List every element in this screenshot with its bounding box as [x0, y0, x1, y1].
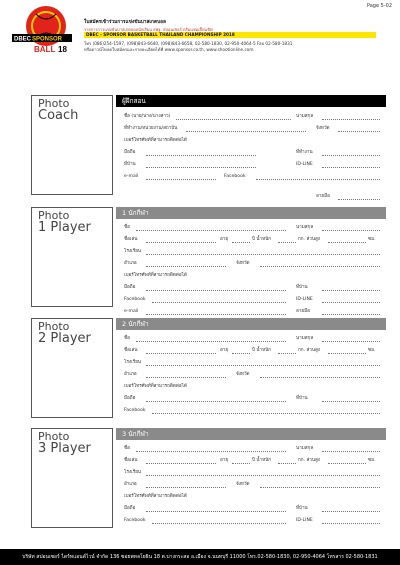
field-label: ลายมือ [316, 194, 330, 199]
svg-text:DBEC: DBEC [14, 36, 32, 43]
name-field[interactable] [136, 335, 286, 342]
field-label: Facebook [124, 297, 146, 302]
id-line-field[interactable] [322, 296, 380, 303]
player2-section [116, 318, 386, 418]
email-field[interactable] [146, 173, 216, 180]
surname-field[interactable] [322, 224, 380, 231]
player3-section [116, 428, 386, 533]
field-label: e-mail [124, 309, 139, 314]
photo-label: Photo [38, 97, 70, 110]
field-label: อำเภอ [124, 482, 137, 487]
photo-role-label: Coach [38, 108, 79, 123]
field-label: ชื่อ (นาย/นาง/นางสาว) [124, 114, 171, 119]
field-label: ปี น้ำหนัก [252, 348, 272, 353]
field-label: ชื่อ [124, 225, 130, 230]
home-phone-field[interactable] [322, 284, 380, 291]
facebook-field[interactable] [152, 296, 286, 303]
field-label: ชื่อเล่น [124, 348, 138, 353]
height-field[interactable] [328, 457, 366, 464]
photo-label: Photo [38, 320, 70, 333]
id-line-field[interactable] [322, 517, 380, 524]
mobile-field[interactable] [146, 284, 286, 291]
field-label: อายุ [220, 237, 229, 242]
field-label: กก. ส่วนสูง [298, 237, 321, 242]
player3-photo-box[interactable] [31, 428, 113, 528]
form-title: ใบสมัครเข้าร่วมการแข่งขันบาสเกตบอล [84, 20, 166, 25]
field-label: เบอร์โทรศัพท์ที่สามารถติดต่อได้ [124, 138, 187, 143]
field-label: ชื่อ [124, 446, 130, 451]
field-label: ที่บ้าน [296, 285, 308, 290]
facebook-field[interactable] [152, 517, 286, 524]
championship-banner: DBEC - SPONSOR BASKETBALL THAILAND CHAMPIONSHIP 2018 [84, 32, 376, 38]
field-label: โรงเรียน [124, 249, 142, 254]
weight-field[interactable] [278, 457, 296, 464]
workplace-field[interactable] [186, 125, 306, 132]
age-field[interactable] [232, 236, 250, 243]
field-label: กก. ส่วนสูง [298, 458, 321, 463]
home-phone-field[interactable] [322, 505, 380, 512]
svg-text:18: 18 [58, 45, 67, 54]
field-label: อำเภอ [124, 261, 137, 266]
page-number: Page 5-02 [366, 3, 392, 9]
section-heading: 1 นักกีฬา [116, 207, 386, 219]
section-heading: 2 นักกีฬา [116, 318, 386, 330]
field-label: นามสกุล [296, 336, 314, 341]
footer-address: บริษัท สปอนเซอร์ ไดร์ทแอนด์ไวน์ จำกัด 136 ซอยพหลโยธิน 18 ต.บางกระสอ อ.เมือง จ.นนทบุรี 11000 โทร.02-580-1830, 02-950-4064 โทรสาร 02-580-1831 [0, 549, 400, 565]
field-label: มือถือ [124, 396, 136, 401]
nickname-field[interactable] [146, 457, 216, 464]
player2-photo-box[interactable] [31, 318, 113, 418]
field-label: ปี น้ำหนัก [252, 237, 272, 242]
email-field[interactable] [146, 308, 286, 315]
surname-field[interactable] [322, 335, 380, 342]
name-field[interactable] [136, 445, 286, 452]
field-label: มือถือ [124, 150, 136, 155]
field-label: มือถือ [124, 285, 136, 290]
phone-line: โทร (086)254-1597, (098)843-6640, (098)843-6658, 02-580-1830, 02-950-4064-5 Fax 02-580-1831 [84, 41, 293, 46]
province-field[interactable] [260, 481, 380, 488]
dbec-sponsor-logo [10, 4, 76, 58]
field-label: ซม. [368, 458, 376, 463]
field-label: กก. ส่วนสูง [298, 348, 321, 353]
height-field[interactable] [328, 236, 366, 243]
field-label: ซม. [368, 348, 376, 353]
height-field[interactable] [328, 347, 366, 354]
facebook-field[interactable] [256, 173, 380, 180]
surname-field[interactable] [322, 113, 380, 120]
field-label: ชื่อเล่น [124, 237, 138, 242]
field-label: ที่บ้าน [296, 396, 308, 401]
signature-field[interactable] [322, 308, 380, 315]
field-label: นามสกุล [296, 114, 314, 119]
province-field[interactable] [260, 260, 380, 267]
field-label: ลายมือ [296, 309, 310, 314]
province-field[interactable] [338, 125, 380, 132]
home-phone-field[interactable] [146, 161, 256, 168]
mobile-field[interactable] [146, 395, 286, 402]
district-field[interactable] [146, 481, 226, 488]
field-label: อายุ [220, 348, 229, 353]
form-subtitle: รายการการแข่งขันบาสเกตบอลนักเรียน สพฐ. สปอนเซอร์ ดรีมแชมเปี้ยนชิพ [84, 27, 213, 32]
work-phone-field[interactable] [322, 149, 380, 156]
player1-section [116, 207, 386, 319]
field-label: ที่ทำงาน [296, 150, 313, 155]
field-label: โรงเรียน [124, 360, 142, 365]
nickname-field[interactable] [146, 347, 216, 354]
id-line-field[interactable] [322, 161, 380, 168]
field-label: อำเภอ [124, 372, 137, 377]
field-label: e-mail [124, 174, 139, 179]
field-label: เบอร์โทรศัพท์ที่สามารถติดต่อได้ [124, 384, 187, 389]
field-label: Facebook [124, 518, 146, 523]
field-label: จังหวัด [236, 482, 250, 487]
field-label: ซม. [368, 237, 376, 242]
facebook-field[interactable] [152, 407, 380, 414]
coach-section [116, 95, 386, 205]
field-label: Facebook [124, 408, 146, 413]
field-label: อายุ [220, 458, 229, 463]
field-label: มือถือ [124, 506, 136, 511]
district-field[interactable] [146, 371, 226, 378]
field-label: เบอร์โทรศัพท์ที่สามารถติดต่อได้ [124, 494, 187, 499]
photo-label: Photo [38, 430, 70, 443]
mobile-field[interactable] [146, 505, 286, 512]
photo-role-label: 2 Player [38, 331, 91, 346]
field-label: จังหวัด [236, 261, 250, 266]
field-label: จังหวัด [316, 126, 330, 131]
field-label: นามสกุล [296, 225, 314, 230]
photo-role-label: 1 Player [38, 220, 91, 235]
svg-text:SPONSOR: SPONSOR [32, 36, 63, 43]
field-label: ที่บ้าน [124, 162, 136, 167]
field-label: ที่ทำงาน/หน่วยงาน/สถาบัน [124, 126, 178, 131]
photo-label: Photo [38, 209, 70, 222]
field-label: เบอร์โทรศัพท์ที่สามารถติดต่อได้ [124, 273, 187, 278]
name-field[interactable] [176, 113, 291, 120]
svg-text:BALL: BALL [34, 45, 56, 54]
field-label: จังหวัด [236, 372, 250, 377]
player1-photo-box[interactable] [31, 207, 113, 307]
contact-info [84, 41, 384, 52]
province-field[interactable] [260, 371, 380, 378]
weight-field[interactable] [278, 347, 296, 354]
field-label: ปี น้ำหนัก [252, 458, 272, 463]
mobile-field[interactable] [146, 149, 256, 156]
signature-field[interactable] [338, 193, 380, 200]
field-label: ชื่อเล่น [124, 458, 138, 463]
coach-photo-box[interactable] [31, 95, 113, 195]
school-field[interactable] [146, 248, 380, 255]
home-phone-field[interactable] [322, 395, 380, 402]
nickname-field[interactable] [146, 236, 216, 243]
field-label: ID-LINE [296, 297, 313, 302]
name-field[interactable] [136, 224, 286, 231]
field-label: นามสกุล [296, 446, 314, 451]
field-label: Facebook [224, 174, 246, 179]
age-field[interactable] [232, 457, 250, 464]
photo-role-label: 3 Player [38, 441, 91, 456]
district-field[interactable] [146, 260, 226, 267]
field-label: ID-LINE [296, 162, 313, 167]
section-heading: ผู้ฝึกสอน [116, 95, 386, 107]
website-line: หรือดาวน์โหลดใบสมัครและรายละเอียดได้ที่ www.sponsor.co.th, www.shootionline.com [84, 46, 254, 52]
section-heading: 3 นักกีฬา [116, 428, 386, 440]
field-label: ID-LINE [296, 518, 313, 523]
field-label: โรงเรียน [124, 470, 142, 475]
surname-field[interactable] [322, 445, 380, 452]
school-field[interactable] [146, 469, 380, 476]
field-label: ชื่อ [124, 336, 130, 341]
school-field[interactable] [146, 359, 380, 366]
age-field[interactable] [232, 347, 250, 354]
weight-field[interactable] [278, 236, 296, 243]
field-label: ที่บ้าน [296, 506, 308, 511]
